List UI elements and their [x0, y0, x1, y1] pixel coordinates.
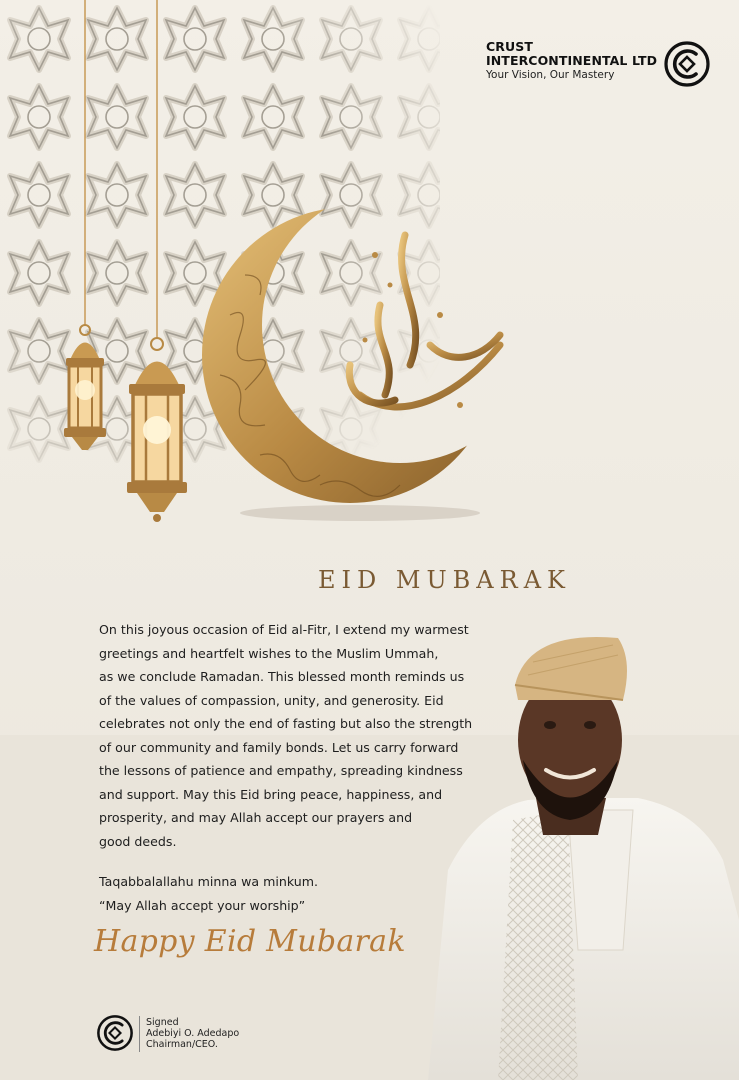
message-line: prosperity, and may Allah accept our prayers and — [99, 810, 413, 825]
signature-text — [146, 1017, 239, 1050]
message-line: of our community and family bonds. Let us carry forward — [99, 739, 459, 755]
message-line: celebrates not only the end of fasting but also the strength — [99, 716, 473, 731]
signature-name: Adebiyi O. Adedapo — [146, 1028, 240, 1039]
signature-title: Chairman/CEO. — [146, 1039, 218, 1050]
page-title: EID MUBARAK — [318, 566, 571, 594]
message-line: the lessons of patience and empathy, spreading kindness — [99, 763, 463, 778]
message-line: On this joyous occasion of Eid al-Fitr, I extend my warmest — [99, 622, 469, 637]
message-line: of the values of compassion, unity, and generosity. Eid — [99, 692, 444, 708]
signature-divider — [139, 1016, 140, 1052]
message-line: as we conclude Ramadan. This blessed month reminds us — [99, 669, 465, 684]
brand-block — [486, 40, 716, 90]
lantern-icon — [52, 0, 122, 460]
brand-name-line1: CRUST — [486, 39, 533, 54]
prayer-translation: “May Allah accept your worship” — [99, 897, 306, 913]
message-line: and support. May this Eid bring peace, happiness, and — [99, 786, 443, 802]
crescent-moon-calligraphy-icon — [200, 195, 540, 525]
message-line: good deeds. — [99, 833, 177, 849]
signature-label: Signed — [146, 1017, 179, 1028]
chairman-portrait — [418, 620, 739, 1080]
greeting-script: Happy Eid Mubarak — [94, 924, 406, 959]
prayer-transliteration: Taqabbalallahu minna wa minkum. — [99, 874, 319, 889]
brand-tagline: Your Vision, Our Mastery — [486, 69, 615, 81]
lantern-icon — [117, 0, 201, 530]
crust-logo-icon — [663, 40, 711, 88]
brand-name-line2: INTERCONTINENTAL LTD — [486, 53, 658, 68]
crust-logo-icon — [96, 1014, 134, 1052]
message-line: greetings and heartfelt wishes to the Muslim Ummah, — [99, 645, 439, 661]
brand-name — [486, 40, 657, 68]
prayer-block — [99, 870, 318, 917]
